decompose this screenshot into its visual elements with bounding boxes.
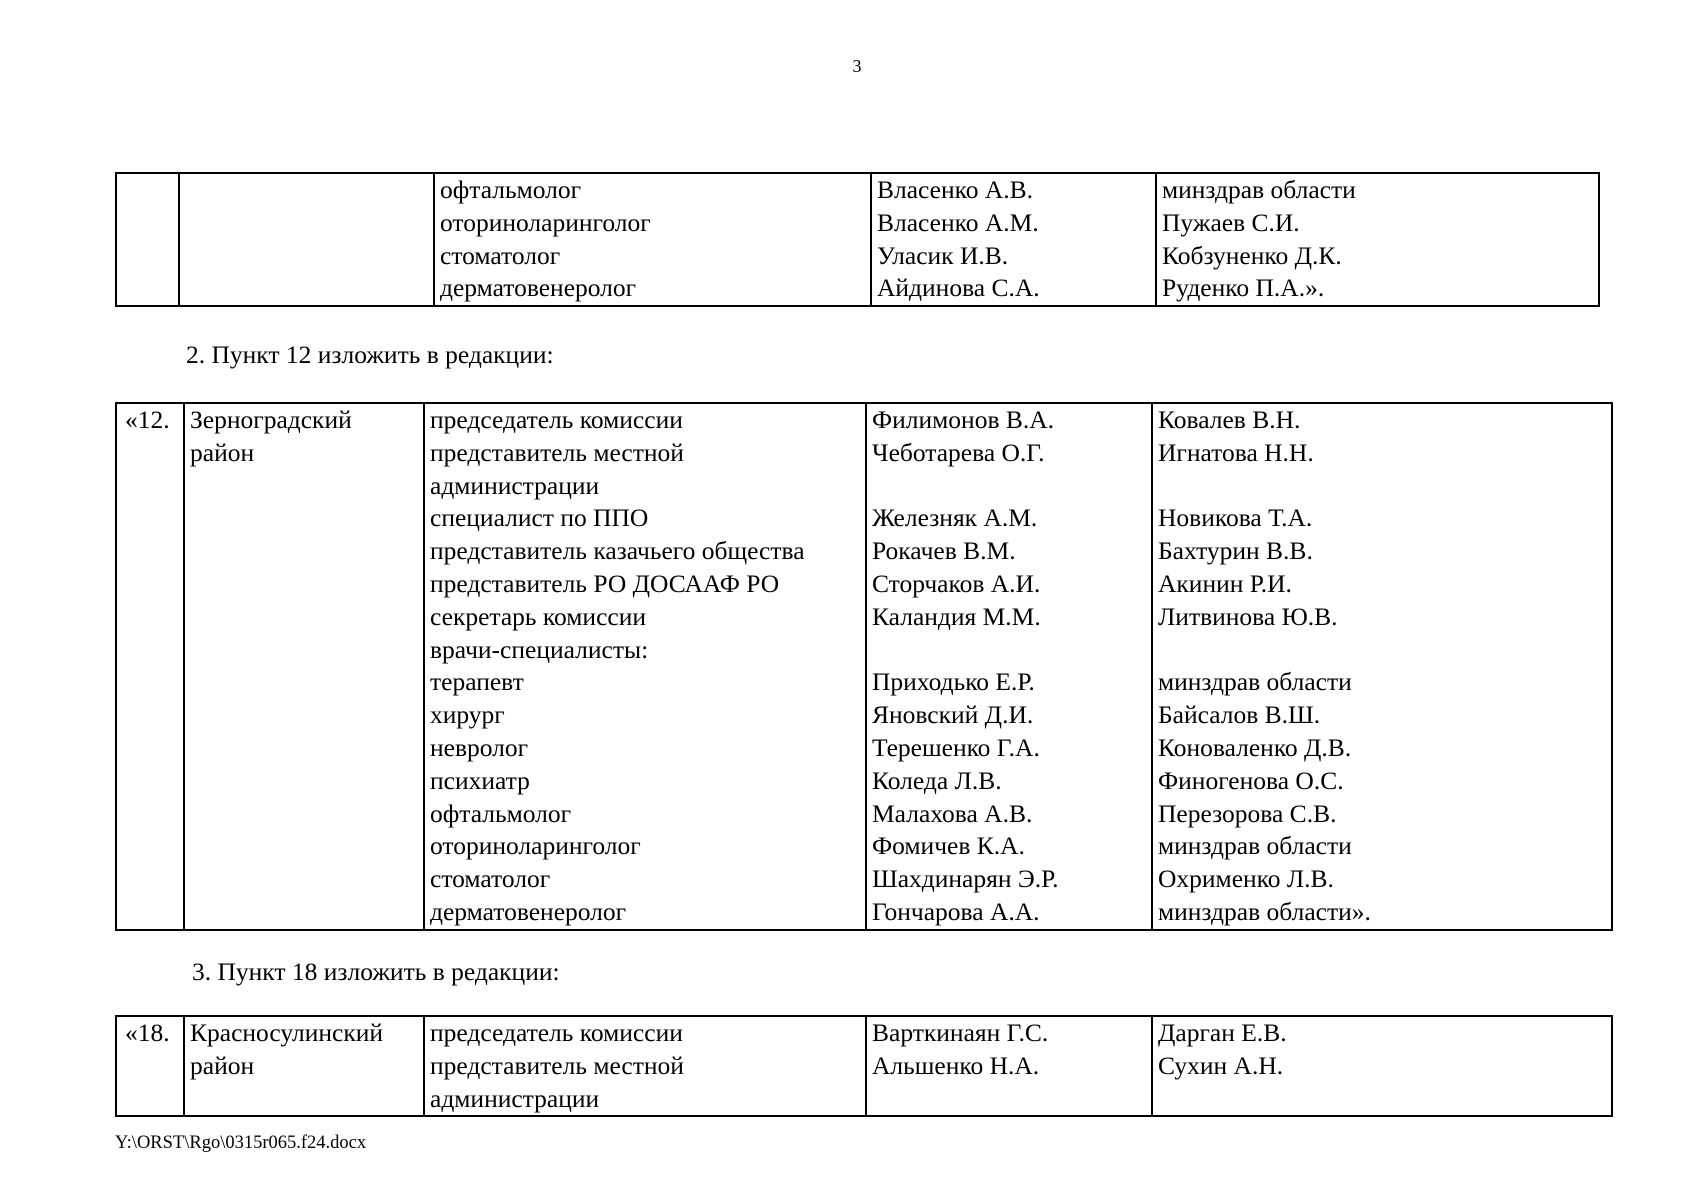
role-line: администрации [430,1083,600,1113]
file-path-footer: Y:\ORST\Rgo\0315r065.f24.docx [115,1133,367,1153]
member-line: Железняк А.М. [872,503,1038,533]
member-line: Яновский Д.И. [872,700,1034,730]
member-line: Сторчаков А.И. [872,568,1041,598]
roles-cell [424,403,866,930]
reserves-cell [1152,403,1612,930]
member-line: Малахова А.В. [872,798,1033,828]
member-line: Шахдинарян Э.Р. [872,864,1059,894]
role-line: представитель местной [430,1050,684,1080]
role-line: психиатр [430,765,530,795]
role-line: хирург [430,700,505,730]
role-line: дерматовенеролог [430,896,627,926]
reserve-line: Сухин А.Н. [1158,1050,1284,1080]
role-line: оториноларинголог [430,831,641,861]
role-line: оториноларинголог [440,207,651,237]
member-line: Терешенко Г.А. [872,732,1040,762]
member-line: Альшенко Н.А. [872,1050,1040,1080]
members-cell [866,1016,1152,1116]
reserve-line: Коноваленко Д.В. [1158,732,1352,762]
member-line: Власенко А.М. [877,207,1039,237]
role-line: врачи-специалисты: [430,634,649,664]
reserve-line: минздрав области». [1158,896,1371,926]
role-line: секретарь комиссии [430,601,647,631]
member-line: Варткинаян Г.С. [872,1018,1049,1047]
page-number: 3 [852,56,862,76]
table-row [116,403,1612,930]
reserve-line: Литвинова Ю.В. [1158,601,1338,631]
reserve-line: Дарган Е.В. [1158,1018,1287,1047]
reserve-line: Новикова Т.А. [1158,503,1313,533]
reserve-line: минздрав области [1158,831,1352,861]
district-cell [179,173,434,306]
reserve-line [1158,470,1611,503]
instruction-item-18: 3. Пункт 18 изложить в редакции: [192,957,560,986]
reserve-line: Финогенова О.С. [1158,765,1344,795]
reserve-line: минздрав области [1158,667,1352,697]
district-line: Зерноградский [190,405,352,434]
role-line: офтальмолог [430,798,572,828]
reserve-line [1158,634,1611,667]
district-line: район [190,437,255,467]
item-number [125,174,178,207]
role-line: председатель комиссии [430,405,683,434]
district-line: район [190,1050,255,1080]
role-line: невролог [430,732,529,762]
member-line: Фомичев К.А. [872,831,1025,861]
table-row [116,1016,1612,1116]
reserve-line: минздрав области [1162,175,1356,204]
member-line [872,634,1151,667]
reserve-line: Игнатова Н.Н. [1158,437,1314,467]
member-line: Власенко А.В. [877,175,1034,204]
instruction-item-12: 2. Пункт 12 изложить в редакции: [186,340,554,369]
members-cell [866,403,1152,930]
table-row [116,173,1599,306]
item-number-cell [116,403,184,930]
role-line: стоматолог [430,864,551,894]
reserve-line [1158,1083,1611,1116]
item-number-cell [116,173,179,306]
member-line: Филимонов В.А. [872,405,1055,434]
reserve-line: Кобзуненко Д.К. [1162,240,1342,270]
reserves-cell [1156,173,1599,306]
member-line: Каландия М.М. [872,601,1041,631]
member-line [872,470,1151,503]
member-line: Рокачев В.М. [872,536,1016,566]
member-line: Приходько Е.Р. [872,667,1035,697]
member-line [872,1083,1151,1116]
commission-table-continuation [115,172,1600,307]
reserve-line: Байсалов В.Ш. [1158,700,1321,730]
role-line: специалист по ППО [430,503,649,533]
role-line: администрации [430,470,600,500]
reserve-line: Акинин Р.И. [1158,568,1292,598]
reserve-line: Ковалев В.Н. [1158,405,1301,434]
reserve-line: Охрименко Л.В. [1158,864,1334,894]
reserve-line: Пужаев С.И. [1162,207,1300,237]
role-line: стоматолог [440,240,561,270]
reserves-cell [1152,1016,1612,1116]
reserve-line: Перезорова С.В. [1158,798,1337,828]
roles-cell [424,1016,866,1116]
commission-table-item-18 [115,1015,1613,1117]
members-cell [871,173,1156,306]
member-line: Гончарова А.А. [872,896,1040,926]
item-number: «12. [125,405,170,434]
item-number: «18. [125,1018,170,1047]
member-line: Уласик И.В. [877,240,1009,270]
district-line: Красносулинский [190,1018,384,1047]
item-number-cell [116,1016,184,1116]
district-cell [184,403,424,930]
roles-cell [434,173,871,306]
role-line: офтальмолог [440,175,582,204]
member-line: Коледа Л.В. [872,765,1002,795]
member-line: Айдинова С.А. [877,273,1040,303]
role-line: председатель комиссии [430,1018,683,1047]
reserve-line: Бахтурин В.В. [1158,536,1313,566]
commission-table-item-12 [115,402,1613,931]
role-line: представитель казачьего общества [430,536,805,566]
member-line: Чеботарева О.Г. [872,437,1045,467]
role-line: представитель местной [430,437,684,467]
role-line: дерматовенеролог [440,273,637,303]
role-line: терапевт [430,667,524,697]
reserve-line: Руденко П.А.». [1162,273,1325,303]
role-line: представитель РО ДОСААФ РО [430,568,780,598]
district-cell [184,1016,424,1116]
